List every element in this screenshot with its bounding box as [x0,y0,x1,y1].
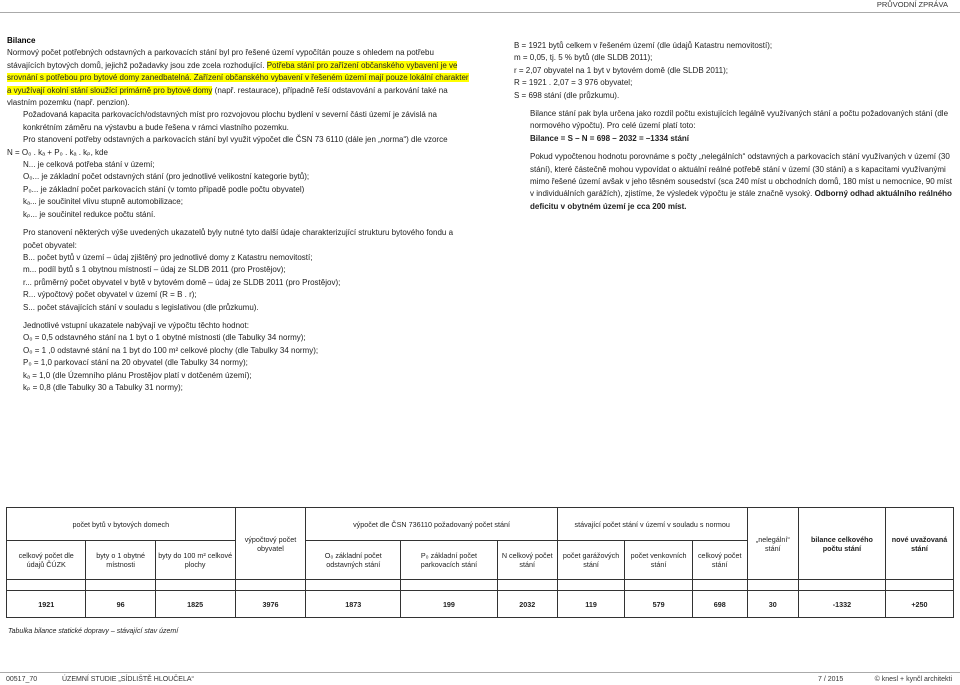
table-subheader: O₀ základní počet odstavných stání [306,541,401,580]
def-item: O₀... je základní počet odstavných stání (pro jednotlivé velikostní kategorie bytů); [23,172,310,182]
table-cell: 579 [625,591,692,618]
input-value: S = 698 stání (dle průzkumu). [514,90,620,100]
highlighted-text: Potřeba stání pro zařízení občanského vybavení je ve srovnání s potřebou pro bytové domy zanedbatelná. Zařízení občanského vybavení v řešeném území mají pouze lokální charakter a využívají okolní stání sloužící primárně pro bytové domy [7,60,469,95]
def-item: R... výpočtový počet obyvatel v území (R = B . r); [23,290,197,300]
header-divider [0,12,960,13]
input-value: R = 1921 . 2,07 = 3 976 obyvatel; [514,78,633,88]
table-header-row [7,508,954,541]
input-value: B = 1921 bytů celkem v řešeném území (dle údajů Katastru nemovitostí); [514,41,773,50]
table-header: „nelegální“ stání [747,508,798,580]
table-cell: 2032 [497,591,557,618]
left-column [7,35,469,394]
input-value: m = 0,05, tj. 5 % bytů (dle SLDB 2011); [514,53,653,63]
table-subheader: počet garážových stání [557,541,625,580]
table-subheader: byty do 100 m² celkové plochy [155,541,235,580]
intro-text: Normový počet potřebných odstavných a parkovacích stání byl pro řešené území vypočítán pouze s ohledem na potřebu stávajících bytových domů, jejichž požadavky jsou zde zcela rozhodující. [7,48,434,70]
method-paragraph: Pro stanovení potřeby odstavných a parkovacích stání byl využit výpočet dle ČSN 73 6110 (dále jen „norma“) dle vzorce [23,135,448,145]
table-cell: 1921 [7,591,86,618]
table-cell: 1873 [306,591,401,618]
table-caption: Tabulka bilance statické dopravy – stávající stav území [8,628,179,635]
def-item: kₐ... je součinitel vlivu stupně automobilizace; [23,197,183,207]
value-item: kₚ = 0,8 (dle Tabulky 30 a Tabulky 31 normy); [23,382,183,392]
table-cell: 199 [401,591,498,618]
structure-paragraph: Pro stanovení některých výše uvedených ukazatelů byly nutné tyto další údaje charakterizující strukturu bytového fondu a počet obyvatel: [23,228,454,250]
table-cell: 3976 [235,591,306,618]
table-subheader: N celkový počet stání [497,541,557,580]
table-header: stávající počet stání v území v souladu s normou [557,508,747,541]
value-item: kₐ = 1,0 (dle Územního plánu Prostějov platí v dotčeném území); [23,370,252,380]
table-cell: 30 [747,591,798,618]
bilance-result: Bilance = S – N = 698 – 2032 = –1334 stání [530,133,689,143]
value-item: O₀ = 1 ,0 odstavné stání na 1 byt do 100 m² celkové plochy (dle Tabulky 34 normy); [23,345,319,355]
def-item: kₚ... je součinitel redukce počtu stání. [23,209,156,219]
footer-divider [0,672,960,673]
footer-study: ÚZEMNÍ STUDIE „SÍDLIŠTĚ HLOUČELA“ [62,676,194,683]
bilance-paragraph: Bilance stání pak byla určena jako rozdíl počtu existujících legálně využívaných stání a počtu požadovaných stání (dle normového výpočtu). Pro celé území platí toto: [530,109,949,131]
section-title: Bilance [7,36,36,45]
def-item: m... podíl bytů s 1 obytnou místností – údaj ze SLDB 2011 (pro Prostějov); [23,265,286,275]
intro-text-end: (např. restaurace), případně řeší odstavování a parkování také na vlastním pozemku (např. penzion). [7,85,448,108]
table-cell: 96 [86,591,155,618]
table-cell: -1332 [798,591,885,618]
table-subheader: P₀ základní počet parkovacích stání [401,541,498,580]
def-item: r... průměrný počet obyvatel v bytě v bytovém domě – údaj ze SLDB 2011 (pro Prostějov); [23,277,341,287]
table-subheader: celkový počet stání [692,541,747,580]
input-value: r = 2,07 obyvatel na 1 byt v bytovém domě (dle SLDB 2011); [514,65,728,75]
table-cell: 698 [692,591,747,618]
comparison-paragraph [514,151,954,213]
table-header: výpočtový počet obyvatel [235,508,306,580]
def-item: N... je celková potřeba stání v území; [23,160,155,170]
value-item: P₀ = 1,0 parkovací stání na 20 obyvatel (dle Tabulky 34 normy); [23,358,248,368]
document-header-label: PRŮVODNÍ ZPRÁVA [876,0,948,9]
def-item: S... počet stávajících stání v souladu s legislativou (dle průzkumu). [23,302,259,312]
table-spacer-row [7,580,954,591]
table-header: bilance celkového počtu stání [798,508,885,580]
table-subheader: počet venkovních stání [625,541,692,580]
values-intro: Jednotlivé vstupní ukazatele nabývají ve výpočtu těchto hodnot: [23,320,249,330]
footer-firm: © knesl + kynčl architekti [874,676,952,683]
table-cell: +250 [885,591,953,618]
value-item: O₀ = 0,5 odstavného stání na 1 byt o 1 obytné místnosti (dle Tabulky 34 normy); [23,333,306,343]
table-subheader: byty o 1 obytné místnosti [86,541,155,580]
footer-code: 00517_70 [6,676,38,683]
deficit-estimate: Odborný odhad aktuálního reálného deficitu v obytném území je cca 200 míst. [530,189,952,211]
table-cell: 1825 [155,591,235,618]
right-column [514,40,954,213]
def-item: B... počet bytů v území – údaj zjištěný pro jednotlivé domy z Katastru nemovitostí; [23,252,313,262]
def-item: P₀... je základní počet parkovacích stání (v tomto případě podle počtu obyvatel) [23,184,305,194]
table-subheader: celkový počet dle údajů ČÚZK [7,541,86,580]
table-header: výpočet dle ČSN 736110 požadovaný počet stání [306,508,557,541]
balance-table [6,507,954,618]
formula: N = O₀ . kₐ + P₀ . kₐ . kₚ, kde [7,147,108,157]
table-row [7,591,954,618]
table-cell: 119 [557,591,625,618]
intro-paragraph [7,47,469,109]
comparison-text: Pokud vypočtenou hodnotu porovnáme s počty „nelegálních“ odstavných a parkovacích stání využívaných v území (30 stání), které částečně mohou vypovídat o aktuální reálné potřebě stání v území (30 stání) a s kapacitami využívanými mimo řešené území avšak v jeho těsném sousedství (sca 240 míst u obchodních domů, 180 míst u nemocnice, 90 míst v individuálních garážích), zjistíme, že výsledek výpočtu je stále značně vysoký. [530,152,952,199]
capacity-paragraph: Požadovaná kapacita parkovacích/odstavných míst pro rozvojovou plochu bydlení v severní části území je závislá na konkrétním záměru na výstavbu a bude řešena v rámci vlastního pozemku. [23,110,437,132]
table-header: nové uvažovaná stání [885,508,953,580]
table-header: počet bytů v bytových domech [7,508,236,541]
footer-page: 7 / 2015 [818,676,844,683]
